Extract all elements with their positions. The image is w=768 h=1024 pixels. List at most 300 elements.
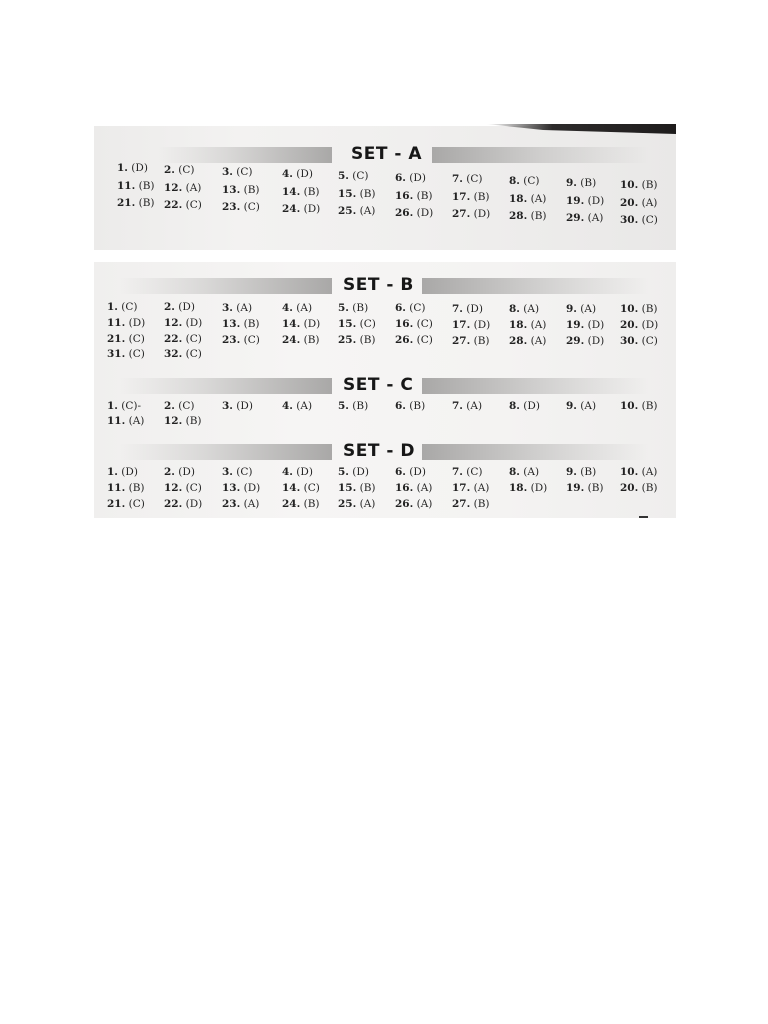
answer-item [395, 498, 432, 510]
answer-choice: (C) [182, 482, 202, 494]
answer-item [452, 319, 490, 331]
answer-item [164, 317, 202, 329]
question-number: 4. [282, 466, 293, 478]
answer-choice: (D) [638, 319, 659, 332]
answer-choice: (C) [182, 198, 202, 211]
answer-choice: (B) [576, 177, 597, 190]
answer-choice: (D) [519, 400, 540, 412]
question-number: 16. [395, 189, 414, 202]
answer-item [395, 466, 426, 478]
answer-choice: (B) [300, 498, 320, 510]
header-bar-left [120, 378, 332, 394]
question-number: 11. [107, 415, 126, 427]
question-number: 1. [107, 301, 118, 313]
answer-choice: (A) [292, 400, 313, 412]
answer-item [282, 302, 312, 314]
header-bar-left [120, 278, 332, 294]
question-number: 10. [620, 466, 639, 478]
answer-choice: (D) [127, 162, 148, 174]
question-number: 1. [117, 162, 128, 174]
answer-choice: (B) [470, 191, 490, 204]
answer-choice: (C) [413, 334, 433, 347]
header-bar-left [158, 147, 332, 163]
question-number: 2. [164, 163, 175, 176]
answer-item [566, 319, 604, 331]
answer-item [107, 400, 141, 412]
answer-choice: (D) [125, 317, 146, 329]
answer-item [222, 302, 252, 314]
answer-choice: (C) [405, 302, 426, 315]
answer-item [282, 400, 312, 412]
answer-choice: (B) [240, 317, 260, 330]
question-number: 27. [452, 334, 471, 347]
question-number: 23. [222, 200, 241, 213]
question-number: 17. [452, 482, 471, 494]
answer-item [395, 334, 433, 346]
answer-item [566, 212, 603, 224]
answer-item [338, 334, 376, 346]
answer-choice: (C) [413, 318, 433, 331]
question-number: 12. [164, 415, 183, 427]
question-number: 8. [509, 400, 520, 412]
answer-item [395, 318, 433, 330]
answer-item [222, 166, 253, 178]
header-bar-right [422, 444, 648, 460]
header-bar-right [432, 147, 648, 163]
question-number: 10. [620, 303, 639, 316]
question-number: 6. [395, 171, 406, 184]
answer-choice: (A) [576, 400, 597, 412]
answer-item [282, 498, 320, 510]
answer-choice: (D) [405, 171, 426, 184]
answer-item [107, 348, 145, 360]
answer-item [509, 193, 546, 205]
answer-item [509, 303, 539, 315]
question-number: 23. [222, 498, 241, 510]
answer-choice: (D) [232, 400, 253, 412]
answer-choice: (B) [348, 400, 369, 412]
question-number: 14. [282, 317, 301, 330]
set-title: SET - C [343, 375, 414, 395]
question-number: 29. [566, 212, 585, 225]
question-number: 15. [338, 318, 357, 330]
answer-choice: (B) [135, 180, 155, 192]
question-number: 5. [338, 466, 349, 478]
question-number: 30. [620, 335, 639, 348]
answer-item [620, 197, 657, 209]
question-number: 10. [620, 179, 639, 192]
answer-item [164, 482, 202, 494]
answer-choice: (A) [584, 212, 604, 225]
answer-choice: (A) [413, 482, 433, 494]
header-bar-right [422, 278, 648, 294]
answer-choice: (D) [527, 482, 548, 494]
question-number: 2. [164, 400, 175, 412]
question-number: 7. [452, 466, 463, 478]
answer-choice: (C) [117, 301, 138, 313]
answer-item [452, 400, 482, 412]
question-number: 18. [509, 193, 528, 206]
question-number: 9. [566, 177, 577, 190]
set-title: SET - A [351, 144, 423, 164]
question-number: 2. [164, 301, 175, 314]
answer-item [117, 180, 155, 192]
answer-item [509, 319, 546, 331]
question-number: 5. [338, 400, 349, 412]
answer-item [452, 173, 483, 185]
question-number: 16. [395, 318, 414, 331]
answer-choice: (D) [584, 319, 605, 331]
answer-item [395, 172, 426, 184]
answer-item [222, 184, 260, 196]
answer-item [509, 482, 547, 494]
answer-item [452, 466, 483, 478]
answer-choice: (D) [413, 206, 434, 219]
question-number: 15. [338, 187, 357, 200]
answer-item [164, 415, 202, 427]
question-number: 6. [395, 400, 406, 412]
question-number: 25. [338, 204, 357, 217]
header-bar-left [120, 444, 332, 460]
answer-choice: (D) [584, 195, 605, 208]
question-number: 8. [509, 175, 520, 188]
question-number: 22. [164, 498, 183, 510]
answer-choice: (B) [300, 333, 320, 346]
answer-item [222, 318, 260, 330]
answer-choice: (C) [232, 165, 253, 178]
answer-choice: (D) [348, 466, 369, 478]
set-a-header [0, 144, 768, 166]
answer-item [395, 482, 432, 494]
answer-choice: (A) [413, 498, 433, 510]
question-number: 6. [395, 466, 406, 478]
question-number: 13. [222, 183, 241, 196]
answer-item [164, 333, 202, 345]
question-number: 4. [282, 400, 293, 412]
answer-choice: (C) [638, 214, 658, 227]
answer-choice: (A) [527, 318, 547, 331]
answer-item [509, 210, 547, 222]
question-number: 24. [282, 333, 301, 346]
answer-item [282, 203, 320, 215]
question-number: 27. [452, 498, 471, 510]
question-number: 32. [164, 348, 183, 361]
answer-item [395, 400, 425, 412]
answer-item [282, 466, 313, 478]
answer-item [452, 482, 489, 494]
answer-choice: (A) [182, 181, 202, 194]
answer-choice: (B) [638, 303, 658, 316]
question-number: 21. [107, 333, 126, 345]
question-number: 11. [117, 180, 136, 192]
question-number: 3. [222, 301, 233, 314]
answer-choice: (D) [240, 482, 261, 494]
answer-choice: (B) [135, 197, 155, 209]
answer-item [117, 197, 155, 209]
question-number: 23. [222, 333, 241, 346]
question-number: 8. [509, 302, 520, 315]
answer-item [620, 400, 658, 412]
set-c-header [0, 375, 768, 397]
question-number: 1. [107, 400, 118, 412]
answer-item [566, 177, 596, 189]
answer-choice: (C) [240, 200, 260, 213]
answer-item [338, 466, 369, 478]
answer-item [107, 317, 145, 329]
answer-choice: (B) [356, 187, 376, 200]
answer-choice: (B) [405, 400, 426, 412]
answer-item [620, 319, 658, 331]
answer-item [222, 334, 260, 346]
answer-item [222, 482, 260, 494]
answer-item [566, 482, 604, 494]
question-number: 1. [107, 466, 118, 478]
header-bar-right [422, 378, 648, 394]
answer-item [164, 348, 202, 360]
question-number: 25. [338, 334, 357, 346]
question-number: 4. [282, 167, 293, 180]
question-number: 13. [222, 317, 241, 330]
answer-choice: (A) [576, 303, 597, 315]
question-number: 19. [566, 195, 585, 208]
answer-choice: (D) [182, 317, 203, 330]
answer-choice: (A) [638, 466, 658, 478]
answer-choice: (B) [470, 498, 490, 510]
answer-choice: (C) [174, 400, 195, 412]
answer-choice: (C) [174, 163, 195, 176]
answer-choice: (C) [182, 333, 202, 346]
answer-choice: (C)- [117, 400, 142, 412]
answer-choice: (B) [300, 185, 320, 198]
answer-item [282, 168, 313, 180]
answer-item [566, 303, 596, 315]
question-number: 21. [107, 498, 126, 510]
answer-choice: (C) [125, 333, 145, 345]
question-number: 5. [338, 169, 349, 182]
question-number: 20. [620, 482, 639, 494]
answer-item [620, 466, 657, 478]
answer-choice: (B) [356, 482, 376, 494]
answer-item [338, 498, 375, 510]
answer-choice: (A) [125, 415, 145, 427]
answer-choice: (C) [638, 335, 658, 348]
answer-choice: (B) [638, 482, 658, 494]
answer-item [222, 201, 260, 213]
answer-item [164, 466, 195, 478]
question-number: 9. [566, 303, 577, 315]
answer-choice: (A) [240, 498, 260, 510]
question-number: 24. [282, 498, 301, 510]
answer-item [164, 182, 201, 194]
question-number: 11. [107, 317, 126, 329]
answer-choice: (D) [292, 466, 313, 478]
answer-choice: (C) [300, 482, 320, 494]
answer-choice: (B) [348, 302, 369, 314]
answer-item [107, 466, 138, 478]
answer-item [164, 164, 195, 176]
question-number: 10. [620, 400, 639, 412]
answer-item [452, 498, 490, 510]
answer-choice: (A) [638, 197, 658, 210]
question-number: 26. [395, 206, 414, 219]
question-number: 25. [338, 498, 357, 510]
answer-choice: (D) [174, 301, 195, 314]
question-number: 17. [452, 191, 471, 204]
answer-choice: (D) [174, 466, 195, 478]
answer-item [509, 400, 540, 412]
answer-item [164, 498, 202, 510]
answer-choice: (C) [240, 333, 260, 346]
answer-item [107, 333, 145, 345]
answer-item [338, 302, 368, 314]
answer-item [117, 162, 148, 174]
question-number: 8. [509, 466, 520, 478]
question-number: 31. [107, 348, 126, 360]
question-number: 5. [338, 302, 349, 314]
question-number: 27. [452, 208, 471, 221]
answer-item [395, 302, 426, 314]
answer-choice: (C) [519, 175, 540, 188]
answer-choice: (B) [470, 334, 490, 347]
answer-item [566, 195, 604, 207]
question-number: 14. [282, 185, 301, 198]
question-number: 20. [620, 197, 639, 210]
answer-choice: (B) [125, 482, 145, 494]
answer-choice: (C) [125, 348, 145, 360]
answer-item [509, 466, 539, 478]
answer-choice: (D) [182, 498, 203, 510]
answer-item [282, 318, 320, 330]
answer-item [282, 334, 320, 346]
question-number: 12. [164, 482, 183, 494]
answer-choice: (C) [182, 348, 202, 361]
answer-choice: (A) [519, 466, 540, 478]
question-number: 29. [566, 335, 585, 347]
answer-item [452, 303, 483, 315]
answer-item [107, 301, 138, 313]
question-number: 9. [566, 400, 577, 412]
answer-choice: (C) [462, 173, 483, 186]
answer-choice: (D) [300, 317, 321, 330]
answer-choice: (B) [356, 334, 376, 346]
set-d-header [0, 441, 768, 463]
answer-item [338, 188, 376, 200]
answer-item [395, 190, 433, 202]
answer-choice: (B) [182, 415, 202, 427]
answer-choice: (B) [638, 179, 658, 192]
answer-item [395, 207, 433, 219]
answer-choice: (A) [292, 301, 313, 314]
answer-item [222, 498, 259, 510]
set-title: SET - B [343, 275, 414, 295]
question-number: 18. [509, 482, 528, 494]
question-number: 7. [452, 173, 463, 186]
answer-item [338, 205, 375, 217]
answer-item [452, 335, 490, 347]
question-number: 3. [222, 466, 233, 478]
question-number: 19. [566, 319, 585, 331]
answer-choice: (B) [576, 466, 597, 478]
question-number: 6. [395, 302, 406, 315]
answer-item [222, 400, 253, 412]
answer-choice: (A) [356, 498, 376, 510]
answer-choice: (D) [470, 208, 491, 221]
question-number: 19. [566, 482, 585, 494]
answer-choice: (A) [519, 302, 540, 315]
answer-choice: (C) [348, 169, 369, 182]
answer-item [282, 482, 320, 494]
question-number: 7. [452, 302, 463, 315]
question-number: 4. [282, 301, 293, 314]
question-number: 12. [164, 181, 183, 194]
question-number: 22. [164, 333, 183, 346]
answer-item [452, 191, 490, 203]
answer-item [620, 482, 658, 494]
answer-choice: (B) [527, 210, 547, 223]
answer-choice: (D) [462, 302, 483, 315]
answer-choice: (A) [527, 334, 547, 347]
question-number: 28. [509, 210, 528, 223]
question-number: 24. [282, 202, 301, 215]
answer-choice: (A) [527, 193, 547, 206]
answer-choice: (A) [462, 400, 483, 412]
question-number: 9. [566, 466, 577, 478]
set-title: SET - D [343, 441, 415, 461]
question-number: 21. [117, 197, 136, 209]
set-b-header [0, 275, 768, 297]
question-number: 26. [395, 498, 414, 510]
answer-item [452, 208, 490, 220]
question-number: 28. [509, 334, 528, 347]
answer-item [620, 303, 658, 315]
answer-choice: (B) [584, 482, 604, 494]
answer-choice: (C) [356, 318, 376, 330]
answer-choice: (B) [240, 183, 260, 196]
answer-item [338, 170, 369, 182]
answer-item [338, 482, 376, 494]
answer-item [164, 199, 202, 211]
answer-choice: (A) [356, 204, 376, 217]
question-number: 17. [452, 318, 471, 331]
answer-item [620, 335, 658, 347]
answer-choice: (D) [405, 466, 426, 478]
answer-choice: (D) [300, 202, 321, 215]
question-number: 30. [620, 214, 639, 227]
answer-item [338, 400, 368, 412]
answer-choice: (C) [232, 466, 253, 478]
question-number: 15. [338, 482, 357, 494]
question-number: 7. [452, 400, 463, 412]
answer-item [107, 482, 145, 494]
question-number: 26. [395, 334, 414, 347]
answer-item [164, 400, 195, 412]
answer-item [509, 175, 540, 187]
question-number: 13. [222, 482, 241, 494]
page-corner-dash [639, 516, 648, 518]
answer-choice: (D) [117, 466, 138, 478]
answer-item [107, 415, 144, 427]
answer-choice: (B) [638, 400, 658, 412]
answer-choice: (D) [584, 335, 605, 347]
answer-choice: (D) [470, 318, 491, 331]
answer-item [164, 301, 195, 313]
answer-choice: (A) [470, 482, 490, 494]
answer-item [620, 179, 658, 191]
question-number: 16. [395, 482, 414, 494]
question-number: 3. [222, 165, 233, 178]
answer-item [222, 466, 253, 478]
answer-item [107, 498, 145, 510]
